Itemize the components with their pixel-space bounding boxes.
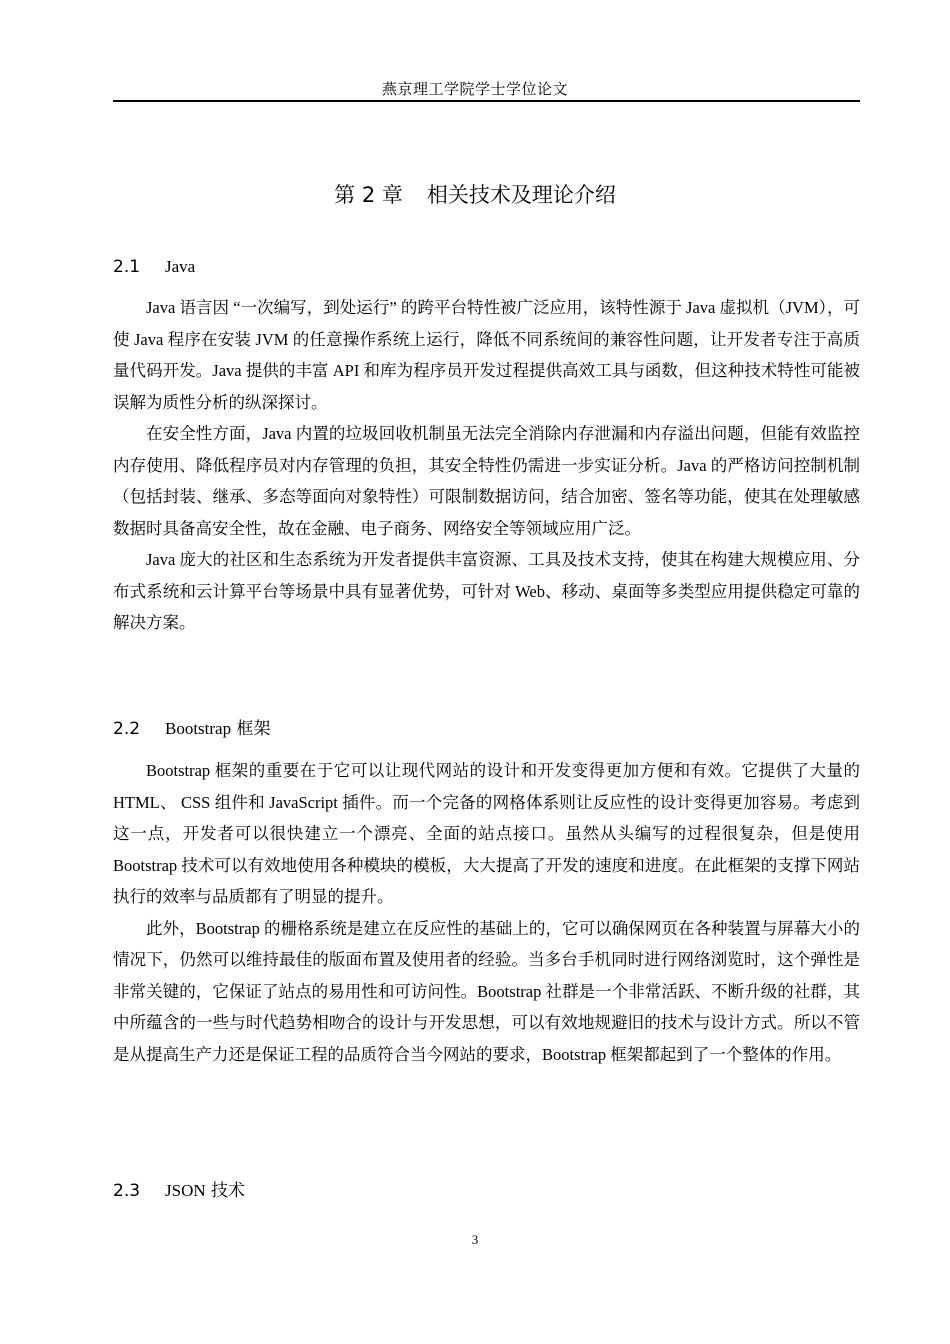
page-number: 3 <box>471 1232 479 1247</box>
chapter-title <box>0 180 950 210</box>
header-divider <box>113 100 860 102</box>
chapter-number: 第 2 章 <box>334 183 403 207</box>
section-number: 2.2 <box>113 719 141 739</box>
section-body-2-2 <box>113 755 860 1070</box>
section-heading-2-3 <box>113 1178 245 1204</box>
paragraph: Bootstrap 框架的重要在于它可以让现代网站的设计和开发变得更加方便和有效。它提供了大量的 HTML、 CSS 组件和 JavaScript 插件。而一个完备的网格体系则让反应性的设计变得更加容易。考虑到这一点，开发者可以很快建立一个漂亮、全面的站点接口。虽然从头编写的过程很复杂，但是使用 Bootstrap 技术可以有效地使用各种模块的模板，大大提高了开发的速度和进度。在此框架的支撑下网站执行的效率与品质都有了明显的提升。 <box>113 761 860 906</box>
header-title: 燕京理工学院学士学位论文 <box>381 82 568 98</box>
chapter-name: 相关技术及理论介绍 <box>426 183 616 207</box>
paragraph: 此外，Bootstrap 的栅格系统是建立在反应性的基础上的，它可以确保网页在各种装置与屏幕大小的情况下，仍然可以维持最佳的版面布置及使用者的经验。当多台手机同时进行网络浏览时，这个弹性是非常关键的，它保证了站点的易用性和可访问性。Bootstrap 社群是一个非常活跃、不断升级的社群，其中所蕴含的一些与时代趋势相吻合的设计与开发思想，可以有效地规避旧的技术与设计方式。所以不管是从提高生产力还是保证工程的品质符合当今网站的要求，Bootstrap 框架都起到了一个整体的作用。 <box>113 918 860 1064</box>
paragraph: 在安全性方面，Java 内置的垃圾回收机制虽无法完全消除内存泄漏和内存溢出问题，但能有效监控内存使用、降低程序员对内存管理的负担，其安全特性仍需进一步实证分析。Java 的严格访问控制机制（包括封装、继承、多态等面向对象特性）可限制数据访问，结合加密、签名等功能，使其在处理敏感数据时具备高安全性，故在金融、电子商务、网络安全等领域应用广泛。 <box>113 424 860 538</box>
paragraph: Java 语言因 “一次编写，到处运行” 的跨平台特性被广泛应用，该特性源于 Java 虚拟机（JVM），可使 Java 程序在安装 JVM 的任意操作系统上运行，降低不同系统间的兼容性问题，让开发者专注于高质量代码开发。Java 提供的丰富 API 和库为程序员开发过程提供高效工具与函数，但这种技术特性可能被误解为质性分析的纵深探讨。 <box>113 298 860 412</box>
section-heading-2-2 <box>113 716 271 742</box>
section-heading-2-1 <box>113 254 195 280</box>
section-title: JSON <box>165 1181 206 1200</box>
section-title-suffix: 框架 <box>231 719 271 739</box>
section-title: Java <box>165 257 196 276</box>
section-title-suffix: 技术 <box>205 1181 246 1201</box>
paragraph: Java 庞大的社区和生态系统为开发者提供丰富资源、工具及技术支持，使其在构建大规模应用、分布式系统和云计算平台等场景中具有显著优势，可针对 Web、移动、桌面等多类型应用提供稳定可靠的解决方案。 <box>113 550 860 632</box>
section-number: 2.3 <box>113 1181 141 1201</box>
section-number: 2.1 <box>113 257 141 277</box>
section-title: Bootstrap <box>165 719 232 738</box>
section-body-2-1 <box>113 292 860 639</box>
